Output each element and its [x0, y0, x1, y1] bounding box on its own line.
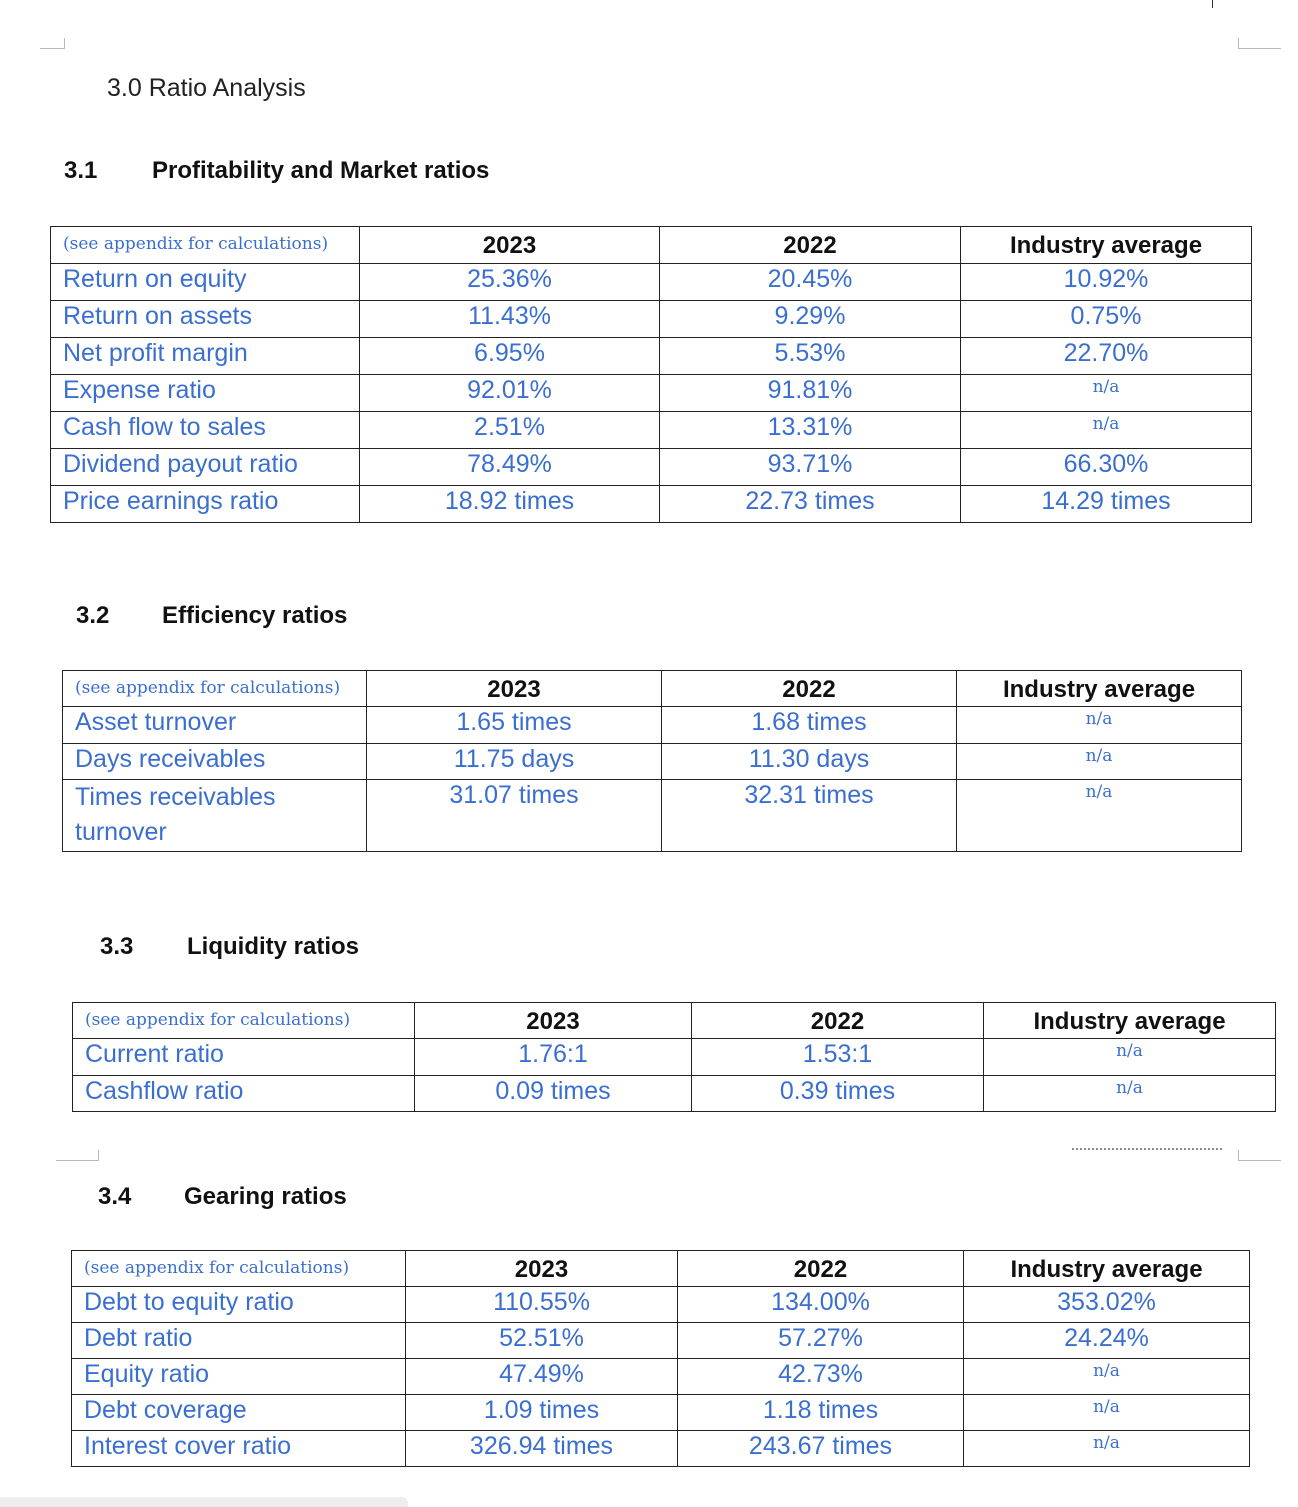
table-row: [73, 1076, 1276, 1112]
page-corner-mark: [40, 38, 65, 49]
cell-industry: n/a: [984, 1039, 1276, 1076]
document-heading: 3.0 Ratio Analysis: [107, 74, 306, 102]
row-label: Equity ratio: [72, 1359, 406, 1395]
table-row: [63, 707, 1242, 744]
table-row: [73, 1039, 1276, 1076]
page-corner-mark: [1238, 1150, 1281, 1161]
section-heading: [98, 1183, 347, 1211]
column-header: Industry average: [957, 671, 1242, 707]
cell-2023: 47.49%: [406, 1359, 678, 1395]
row-label: Cashflow ratio: [73, 1076, 415, 1112]
table-row: [63, 780, 1242, 852]
table-row: [72, 1287, 1250, 1323]
cell-2023: 1.76:1: [415, 1039, 692, 1076]
cell-2022: 42.73%: [678, 1359, 964, 1395]
row-label: Debt coverage: [72, 1395, 406, 1431]
column-header: 2022: [660, 227, 961, 264]
cell-2022: 32.31 times: [662, 780, 957, 852]
calc-note: (see appendix for calculations): [73, 1003, 415, 1039]
row-label: Dividend payout ratio: [51, 449, 360, 486]
table-row: [63, 744, 1242, 780]
table-row: [72, 1431, 1250, 1467]
cell-2023: 1.65 times: [367, 707, 662, 744]
column-header: 2023: [406, 1251, 678, 1287]
row-label: Debt to equity ratio: [72, 1287, 406, 1323]
cell-2023: 25.36%: [360, 264, 660, 301]
cell-2022: 134.00%: [678, 1287, 964, 1323]
cell-industry: 353.02%: [964, 1287, 1250, 1323]
cell-industry: n/a: [957, 780, 1242, 852]
column-header: Industry average: [984, 1003, 1276, 1039]
column-header: 2023: [367, 671, 662, 707]
row-label: Times receivables turnover: [63, 780, 367, 852]
row-label: Debt ratio: [72, 1323, 406, 1359]
column-header: Industry average: [964, 1251, 1250, 1287]
table-row: [51, 486, 1252, 523]
page-corner-mark: [1238, 38, 1281, 49]
cell-industry: n/a: [984, 1076, 1276, 1112]
cell-industry: n/a: [957, 707, 1242, 744]
calc-note: (see appendix for calculations): [51, 227, 360, 264]
table-row: [51, 264, 1252, 301]
section-heading: [100, 933, 360, 961]
cell-2022: 1.53:1: [692, 1039, 984, 1076]
section-title: Efficiency ratios: [162, 602, 348, 629]
cell-industry: n/a: [964, 1395, 1250, 1431]
table-header-row: [51, 227, 1252, 264]
row-label: Price earnings ratio: [51, 486, 360, 523]
table-row: [51, 338, 1252, 375]
cell-2023: 11.43%: [360, 301, 660, 338]
cell-industry: n/a: [957, 744, 1242, 780]
table-header-row: [73, 1003, 1276, 1039]
cell-2023: 0.09 times: [415, 1076, 692, 1112]
row-label: Return on equity: [51, 264, 360, 301]
cell-2023: 326.94 times: [406, 1431, 678, 1467]
cell-2023: 18.92 times: [360, 486, 660, 523]
cell-2022: 11.30 days: [662, 744, 957, 780]
cell-2022: 0.39 times: [692, 1076, 984, 1112]
section-number: 3.1: [64, 157, 98, 184]
horizontal-scrollbar[interactable]: [0, 1497, 408, 1507]
cell-2023: 78.49%: [360, 449, 660, 486]
page-break-mark: [1072, 1148, 1222, 1151]
section-title: Gearing ratios: [184, 1183, 347, 1210]
cell-2022: 1.18 times: [678, 1395, 964, 1431]
liquidity-table: [72, 1002, 1276, 1112]
cell-2023: 92.01%: [360, 375, 660, 412]
section-number: 3.4: [98, 1183, 132, 1210]
profitability-table: [50, 226, 1252, 523]
cell-2022: 9.29%: [660, 301, 961, 338]
column-header: Industry average: [961, 227, 1252, 264]
cell-2022: 243.67 times: [678, 1431, 964, 1467]
cell-industry: 24.24%: [964, 1323, 1250, 1359]
section-title: Profitability and Market ratios: [152, 157, 490, 184]
page-corner-mark: [1212, 0, 1214, 8]
table-header-row: [63, 671, 1242, 707]
cell-industry: n/a: [964, 1359, 1250, 1395]
section-title: Liquidity ratios: [187, 933, 360, 960]
section-heading: [76, 602, 348, 630]
row-label: Expense ratio: [51, 375, 360, 412]
cell-industry: n/a: [961, 375, 1252, 412]
cell-2023: 110.55%: [406, 1287, 678, 1323]
cell-2022: 1.68 times: [662, 707, 957, 744]
cell-industry: n/a: [961, 412, 1252, 449]
cell-2023: 6.95%: [360, 338, 660, 375]
column-header: 2023: [415, 1003, 692, 1039]
row-label: Cash flow to sales: [51, 412, 360, 449]
table-row: [51, 301, 1252, 338]
table-row: [72, 1395, 1250, 1431]
row-label: Interest cover ratio: [72, 1431, 406, 1467]
calc-note: (see appendix for calculations): [63, 671, 367, 707]
section-heading: [64, 157, 490, 185]
row-label: Net profit margin: [51, 338, 360, 375]
cell-2023: 1.09 times: [406, 1395, 678, 1431]
gearing-table: [71, 1250, 1250, 1467]
cell-industry: 10.92%: [961, 264, 1252, 301]
cell-industry: 22.70%: [961, 338, 1252, 375]
table-row: [72, 1359, 1250, 1395]
section-number: 3.3: [100, 933, 134, 960]
column-header: 2022: [678, 1251, 964, 1287]
table-row: [51, 375, 1252, 412]
cell-2022: 91.81%: [660, 375, 961, 412]
cell-industry: n/a: [964, 1431, 1250, 1467]
cell-2022: 20.45%: [660, 264, 961, 301]
cell-2022: 22.73 times: [660, 486, 961, 523]
cell-2023: 52.51%: [406, 1323, 678, 1359]
page-corner-mark: [56, 1150, 99, 1161]
row-label: Return on assets: [51, 301, 360, 338]
row-label: Days receivables: [63, 744, 367, 780]
cell-2023: 2.51%: [360, 412, 660, 449]
efficiency-table: [62, 670, 1242, 852]
cell-2022: 13.31%: [660, 412, 961, 449]
cell-2022: 5.53%: [660, 338, 961, 375]
column-header: 2023: [360, 227, 660, 264]
row-label: Current ratio: [73, 1039, 415, 1076]
cell-industry: 14.29 times: [961, 486, 1252, 523]
table-header-row: [72, 1251, 1250, 1287]
column-header: 2022: [692, 1003, 984, 1039]
table-row: [51, 412, 1252, 449]
section-number: 3.2: [76, 602, 110, 629]
table-row: [72, 1323, 1250, 1359]
column-header: 2022: [662, 671, 957, 707]
cell-2022: 93.71%: [660, 449, 961, 486]
cell-2023: 31.07 times: [367, 780, 662, 852]
cell-industry: 66.30%: [961, 449, 1252, 486]
calc-note: (see appendix for calculations): [72, 1251, 406, 1287]
cell-2022: 57.27%: [678, 1323, 964, 1359]
cell-industry: 0.75%: [961, 301, 1252, 338]
table-row: [51, 449, 1252, 486]
cell-2023: 11.75 days: [367, 744, 662, 780]
row-label: Asset turnover: [63, 707, 367, 744]
